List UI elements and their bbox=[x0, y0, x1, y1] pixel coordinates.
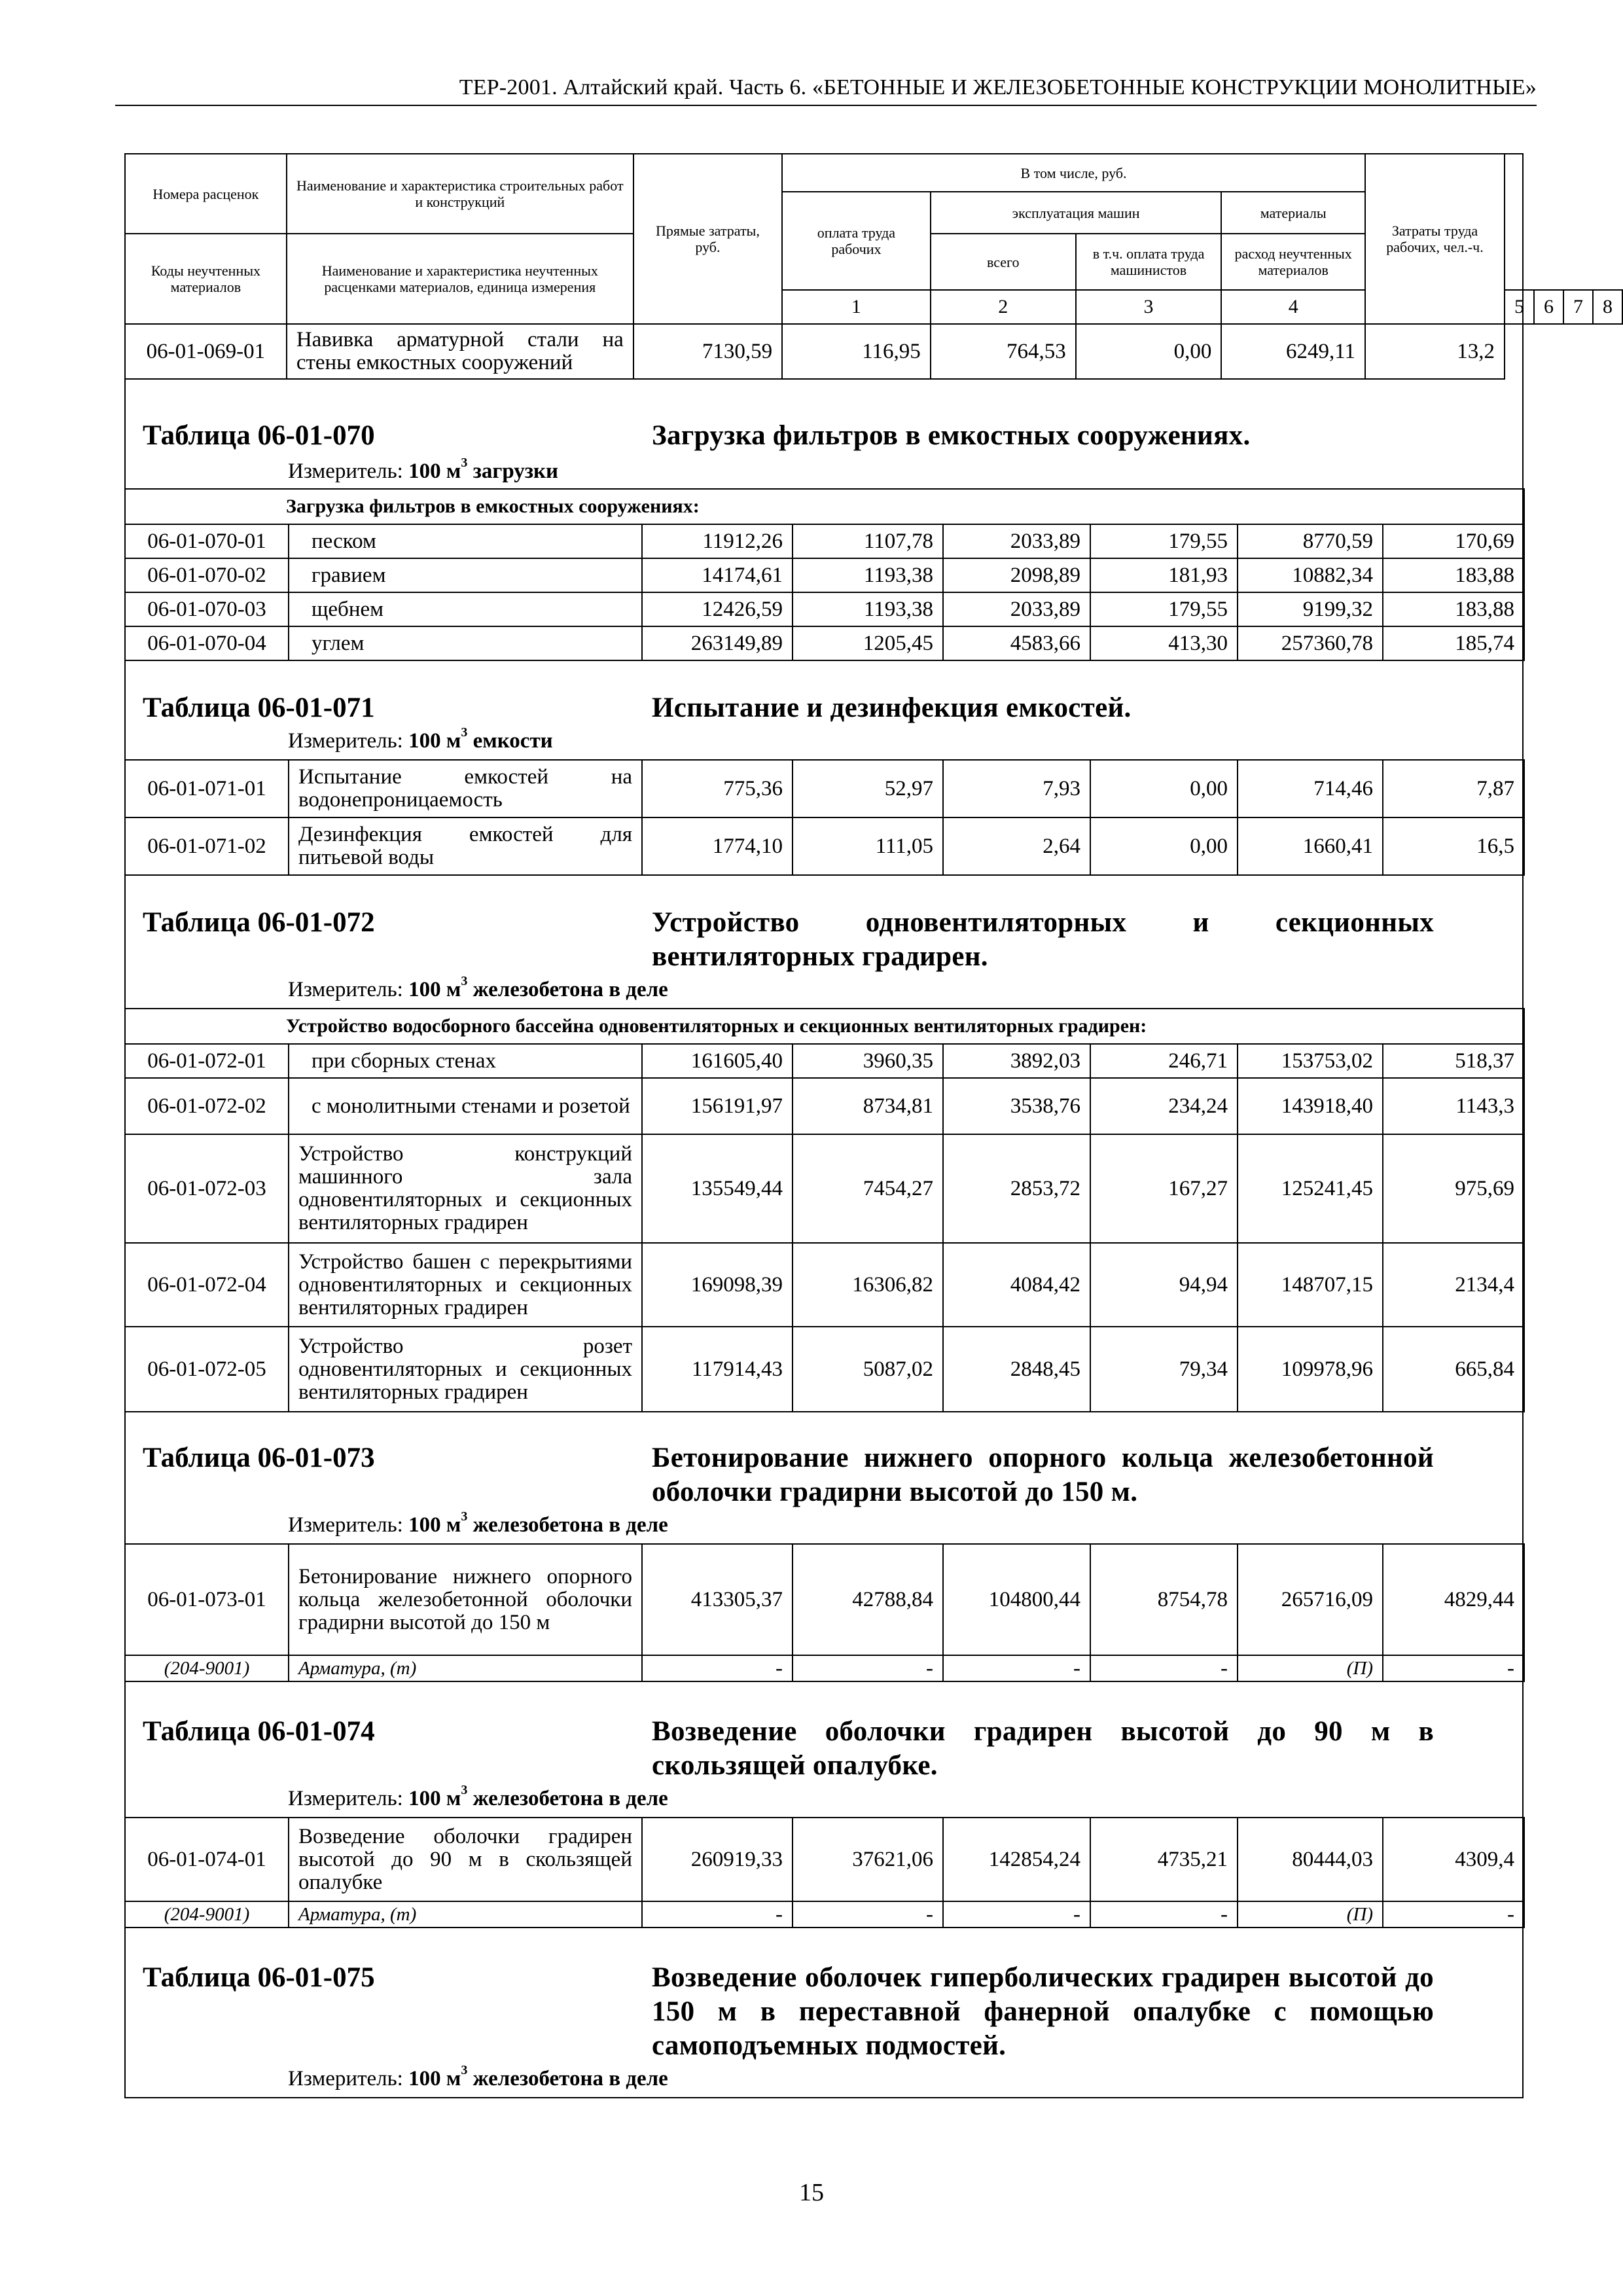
row-machines: 4583,66 bbox=[943, 626, 1090, 660]
row-materials: 257360,78 bbox=[1238, 626, 1383, 660]
row-incl-wages: 246,71 bbox=[1090, 1044, 1238, 1078]
measure-line: Измеритель: 100 $м^3$ емкости bbox=[288, 725, 553, 753]
row-materials: 109978,96 bbox=[1238, 1327, 1383, 1412]
table-title: Таблица 06-01-071 bbox=[143, 692, 375, 723]
table-description: Возведение оболочки градирен высотой до 90 м в скользящей опалубке. bbox=[652, 1716, 1434, 1781]
row-direct: 117914,43 bbox=[642, 1327, 793, 1412]
row-code: 06-01-072-01 bbox=[125, 1044, 289, 1078]
table-title: Таблица 06-01-073 bbox=[143, 1443, 375, 1473]
table-06-01-071 bbox=[124, 759, 1525, 876]
table-06-01-074 bbox=[124, 1817, 1525, 1928]
row-workers: 1143,3 bbox=[1383, 1078, 1524, 1134]
row-direct: - bbox=[642, 1901, 793, 1928]
row-direct: 413305,37 bbox=[642, 1544, 793, 1655]
row-code: 06-01-070-02 bbox=[125, 558, 289, 592]
row-incl-wages: 94,94 bbox=[1090, 1243, 1238, 1327]
page-number: 15 bbox=[799, 2179, 824, 2206]
row-name: с монолитными стенами и розетой bbox=[289, 1078, 642, 1134]
row-incl-wages: 181,93 bbox=[1090, 558, 1238, 592]
row-machines: 2853,72 bbox=[943, 1134, 1090, 1243]
row-machines: 2848,45 bbox=[943, 1327, 1090, 1412]
row-machines: 142854,24 bbox=[943, 1818, 1090, 1901]
row-workers: - bbox=[1383, 1655, 1524, 1681]
row-materials: 6249,11 bbox=[1221, 324, 1365, 379]
row-direct: 156191,97 bbox=[642, 1078, 793, 1134]
row-direct: 775,36 bbox=[642, 760, 793, 817]
row-workers: 665,84 bbox=[1383, 1327, 1524, 1412]
row-machines: 2033,89 bbox=[943, 592, 1090, 626]
row-direct: 7130,59 bbox=[633, 324, 782, 379]
row-name: песком bbox=[289, 524, 642, 558]
row-direct: 161605,40 bbox=[642, 1044, 793, 1078]
row-code: 06-01-071-02 bbox=[125, 817, 289, 875]
table-title: Таблица 06-01-074 bbox=[143, 1716, 375, 1747]
row-labor: 3960,35 bbox=[793, 1044, 943, 1078]
material-code: (204-9001) bbox=[125, 1655, 289, 1681]
row-code: 06-01-070-04 bbox=[125, 626, 289, 660]
row-materials: 265716,09 bbox=[1238, 1544, 1383, 1655]
table-06-01-073 bbox=[124, 1543, 1525, 1682]
col-number: 1 bbox=[782, 290, 931, 324]
row-name: Устройство конструкций машинного зала одновентиляторных и секционных вентиляторных градирен bbox=[289, 1134, 642, 1243]
row-workers: 183,88 bbox=[1383, 592, 1524, 626]
row-name: Навивка арматурной стали на стены емкостных сооружений bbox=[287, 324, 633, 379]
row-machines: 2098,89 bbox=[943, 558, 1090, 592]
material-name: Арматура, (т) bbox=[289, 1655, 642, 1681]
table-description: Устройство одновентиляторных и секционных вентиляторных градирен. bbox=[652, 907, 1434, 972]
row-labor: 7454,27 bbox=[793, 1134, 943, 1243]
row-materials: 9199,32 bbox=[1238, 592, 1383, 626]
row-direct: 11912,26 bbox=[642, 524, 793, 558]
table-description: Возведение оболочек гиперболических градирен высотой до 150 м в переставной фанерной опалубке с помощью самоподъемных подмостей. bbox=[652, 1962, 1434, 2061]
row-labor: 42788,84 bbox=[793, 1544, 943, 1655]
measure-line: Измеритель: 100 $м^3$ железобетона в деле bbox=[288, 2063, 668, 2090]
table-06-01-070 bbox=[124, 488, 1525, 661]
row-code: 06-01-070-01 bbox=[125, 524, 289, 558]
row-workers: 170,69 bbox=[1383, 524, 1524, 558]
row-name: Испытание емкостей на водонепроницаемость bbox=[289, 760, 642, 817]
table-title: Таблица 06-01-070 bbox=[143, 420, 375, 451]
row-materials: 8770,59 bbox=[1238, 524, 1383, 558]
row-incl-wages: 234,24 bbox=[1090, 1078, 1238, 1134]
table-description: Бетонирование нижнего опорного кольца железобетонной оболочки градирни высотой до 150 м. bbox=[652, 1443, 1434, 1507]
row-machines: 3538,76 bbox=[943, 1078, 1090, 1134]
col-code-top: Номера расценок bbox=[125, 154, 287, 234]
row-workers: 16,5 bbox=[1383, 817, 1524, 875]
row-direct: - bbox=[642, 1655, 793, 1681]
row-incl-wages: 179,55 bbox=[1090, 592, 1238, 626]
row-materials: 148707,15 bbox=[1238, 1243, 1383, 1327]
row-labor: 1193,38 bbox=[793, 558, 943, 592]
table-title: Таблица 06-01-075 bbox=[143, 1962, 375, 1993]
col-number: 7 bbox=[1563, 290, 1593, 324]
row-incl-wages: - bbox=[1090, 1655, 1238, 1681]
row-name: гравием bbox=[289, 558, 642, 592]
row-machines: 2033,89 bbox=[943, 524, 1090, 558]
col-number: 2 bbox=[931, 290, 1076, 324]
row-direct: 12426,59 bbox=[642, 592, 793, 626]
row-name: Дезинфекция емкостей для питьевой воды bbox=[289, 817, 642, 875]
row-name: при сборных стенах bbox=[289, 1044, 642, 1078]
material-name: Арматура, (т) bbox=[289, 1901, 642, 1928]
row-labor: 116,95 bbox=[782, 324, 931, 379]
row-name: Устройство розет одновентиляторных и секционных вентиляторных градирен bbox=[289, 1327, 642, 1412]
col-name-bottom: Наименование и характеристика неучтенных расценками материалов, единица измерения bbox=[287, 234, 633, 324]
column-header-table bbox=[124, 153, 1623, 380]
row-workers: - bbox=[1383, 1901, 1524, 1928]
row-incl-wages: 4735,21 bbox=[1090, 1818, 1238, 1901]
row-workers: 2134,4 bbox=[1383, 1243, 1524, 1327]
row-workers: 4309,4 bbox=[1383, 1818, 1524, 1901]
row-labor: 16306,82 bbox=[793, 1243, 943, 1327]
row-labor: 1193,38 bbox=[793, 592, 943, 626]
col-direct: Прямые затраты, руб. bbox=[633, 154, 782, 324]
row-incl-wages: 79,34 bbox=[1090, 1327, 1238, 1412]
row-incl-wages: 0,00 bbox=[1090, 760, 1238, 817]
row-materials: (П) bbox=[1238, 1655, 1383, 1681]
col-code-bottom: Коды неучтенных материалов bbox=[125, 234, 287, 324]
table-description: Загрузка фильтров в емкостных сооружениях. bbox=[652, 420, 1251, 451]
row-labor: 1107,78 bbox=[793, 524, 943, 558]
measure-line: Измеритель: 100 $м^3$ железобетона в деле bbox=[288, 1509, 668, 1537]
row-code: 06-01-073-01 bbox=[125, 1544, 289, 1655]
col-number: 5 bbox=[1505, 290, 1534, 324]
header-rule bbox=[115, 105, 1537, 106]
row-labor: 111,05 bbox=[793, 817, 943, 875]
row-labor: 1205,45 bbox=[793, 626, 943, 660]
row-materials: 80444,03 bbox=[1238, 1818, 1383, 1901]
row-incl-wages: 0,00 bbox=[1090, 817, 1238, 875]
measure-line: Измеритель: 100 $м^3$ железобетона в деле bbox=[288, 974, 668, 1001]
row-direct: 14174,61 bbox=[642, 558, 793, 592]
measure-line: Измеритель: 100 $м^3$ загрузки bbox=[288, 456, 559, 483]
row-machines: - bbox=[943, 1655, 1090, 1681]
col-name-top: Наименование и характеристика строительных работ и конструкций bbox=[287, 154, 633, 234]
row-materials: (П) bbox=[1238, 1901, 1383, 1928]
row-incl-wages: 413,30 bbox=[1090, 626, 1238, 660]
row-machines: 764,53 bbox=[931, 324, 1076, 379]
col-unaccounted: расход неучтенных материалов bbox=[1221, 234, 1365, 290]
row-incl-wages: 8754,78 bbox=[1090, 1544, 1238, 1655]
row-code: 06-01-074-01 bbox=[125, 1818, 289, 1901]
row-direct: 263149,89 bbox=[642, 626, 793, 660]
row-code: 06-01-070-03 bbox=[125, 592, 289, 626]
row-materials: 143918,40 bbox=[1238, 1078, 1383, 1134]
row-direct: 1774,10 bbox=[642, 817, 793, 875]
row-incl-wages: 167,27 bbox=[1090, 1134, 1238, 1243]
row-incl-wages: 0,00 bbox=[1076, 324, 1222, 379]
col-materials: материалы bbox=[1221, 192, 1365, 234]
row-machines: 3892,03 bbox=[943, 1044, 1090, 1078]
row-labor: - bbox=[793, 1901, 943, 1928]
col-machines: эксплуатация машин bbox=[931, 192, 1222, 234]
row-code: 06-01-072-05 bbox=[125, 1327, 289, 1412]
row-code: 06-01-072-02 bbox=[125, 1078, 289, 1134]
row-workers: 183,88 bbox=[1383, 558, 1524, 592]
row-materials: 1660,41 bbox=[1238, 817, 1383, 875]
row-workers: 13,2 bbox=[1365, 324, 1505, 379]
row-incl-wages: 179,55 bbox=[1090, 524, 1238, 558]
row-name: щебнем bbox=[289, 592, 642, 626]
row-machines: 104800,44 bbox=[943, 1544, 1090, 1655]
row-direct: 260919,33 bbox=[642, 1818, 793, 1901]
col-total: всего bbox=[931, 234, 1076, 290]
col-number: 8 bbox=[1593, 290, 1622, 324]
row-labor: 52,97 bbox=[793, 760, 943, 817]
col-labor: оплата труда рабочих bbox=[782, 192, 931, 290]
col-incl-wages: в т.ч. оплата труда машинистов bbox=[1076, 234, 1222, 290]
col-number: 4 bbox=[1221, 290, 1365, 324]
row-workers: 7,87 bbox=[1383, 760, 1524, 817]
row-workers: 975,69 bbox=[1383, 1134, 1524, 1243]
row-direct: 169098,39 bbox=[642, 1243, 793, 1327]
measure-line: Измеритель: 100 $м^3$ железобетона в деле bbox=[288, 1783, 668, 1810]
col-number: 6 bbox=[1534, 290, 1563, 324]
row-machines: - bbox=[943, 1901, 1090, 1928]
col-number: 3 bbox=[1076, 290, 1222, 324]
row-labor: - bbox=[793, 1655, 943, 1681]
row-name: Бетонирование нижнего опорного кольца железобетонной оболочки градирни высотой до 150 м bbox=[289, 1544, 642, 1655]
row-labor: 8734,81 bbox=[793, 1078, 943, 1134]
row-materials: 10882,34 bbox=[1238, 558, 1383, 592]
row-code: 06-01-072-04 bbox=[125, 1243, 289, 1327]
col-workers: Затраты труда рабочих, чел.-ч. bbox=[1365, 154, 1505, 324]
row-code: 06-01-071-01 bbox=[125, 760, 289, 817]
running-header: ТЕР-2001. Алтайский край. Часть 6. «БЕТОННЫЕ И ЖЕЛЕЗОБЕТОННЫЕ КОНСТРУКЦИИ МОНОЛИТНЫЕ» bbox=[459, 75, 1537, 99]
col-incl: В том числе, руб. bbox=[782, 154, 1365, 192]
row-code: 06-01-072-03 bbox=[125, 1134, 289, 1243]
row-direct: 135549,44 bbox=[642, 1134, 793, 1243]
row-workers: 4829,44 bbox=[1383, 1544, 1524, 1655]
row-labor: 37621,06 bbox=[793, 1818, 943, 1901]
row-workers: 518,37 bbox=[1383, 1044, 1524, 1078]
subheader: Загрузка фильтров в емкостных сооружениях: bbox=[125, 489, 1524, 524]
row-name: Устройство башен с перекрытиями одновентиляторных и секционных вентиляторных градирен bbox=[289, 1243, 642, 1327]
row-materials: 714,46 bbox=[1238, 760, 1383, 817]
material-code: (204-9001) bbox=[125, 1901, 289, 1928]
row-workers: 185,74 bbox=[1383, 626, 1524, 660]
table-06-01-072 bbox=[124, 1008, 1525, 1412]
row-materials: 153753,02 bbox=[1238, 1044, 1383, 1078]
row-machines: 7,93 bbox=[943, 760, 1090, 817]
row-name: Возведение оболочки градирен высотой до 90 м в скользящей опалубке bbox=[289, 1818, 642, 1901]
row-labor: 5087,02 bbox=[793, 1327, 943, 1412]
table-title: Таблица 06-01-072 bbox=[143, 907, 375, 938]
row-machines: 2,64 bbox=[943, 817, 1090, 875]
row-code: 06-01-069-01 bbox=[125, 324, 287, 379]
row-name: углем bbox=[289, 626, 642, 660]
subheader: Устройство водосборного бассейна одновентиляторных и секционных вентиляторных градирен: bbox=[125, 1009, 1524, 1044]
row-machines: 4084,42 bbox=[943, 1243, 1090, 1327]
table-description: Испытание и дезинфекция емкостей. bbox=[652, 692, 1132, 723]
row-incl-wages: - bbox=[1090, 1901, 1238, 1928]
row-materials: 125241,45 bbox=[1238, 1134, 1383, 1243]
